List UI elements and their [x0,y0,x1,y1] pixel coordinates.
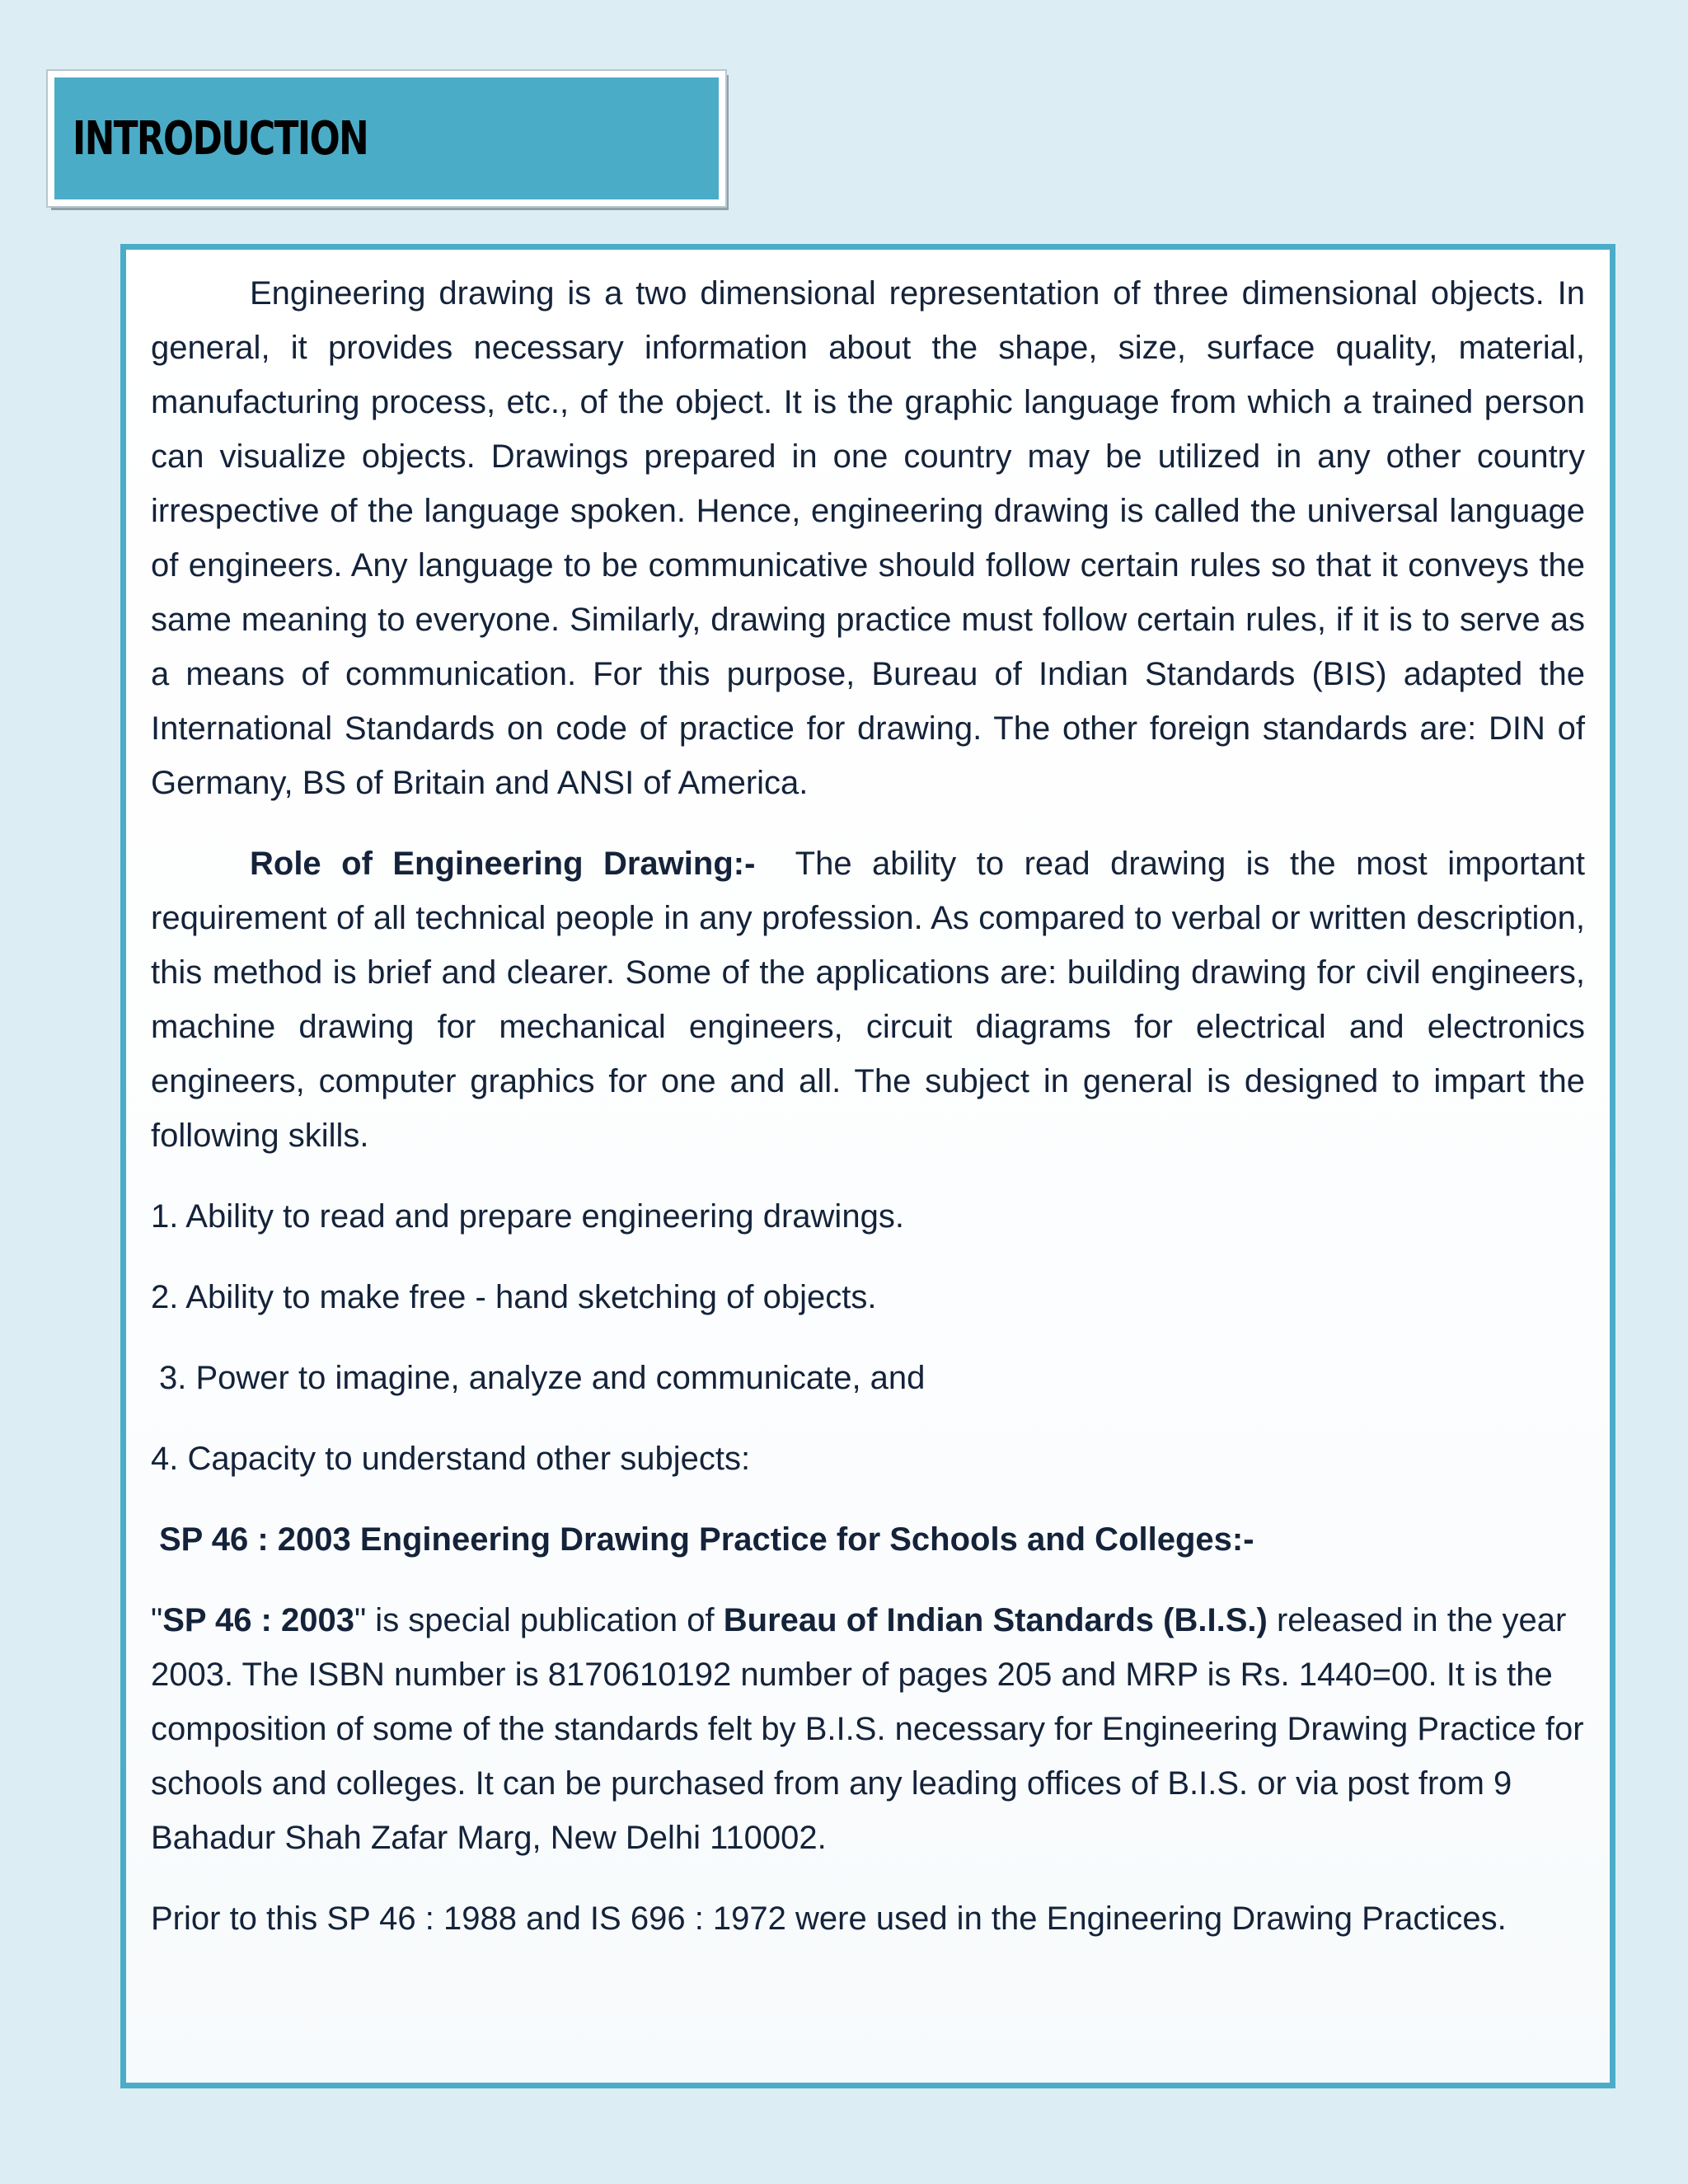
prior-standards-paragraph: Prior to this SP 46 : 1988 and IS 696 : 1972 were used in the Engineering Drawing Practices. [151,1900,1507,1937]
page-title: INTRODUCTION [73,111,368,166]
skill-item: 1. Ability to read and prepare engineering drawings. [151,1198,904,1235]
bis-name: Bureau of Indian Standards (B.I.S.) [723,1602,1268,1638]
skill-item: 4. Capacity to understand other subjects: [151,1441,751,1477]
intro-paragraph: Engineering drawing is a two dimensional representation of three dimensional objects. In general, it provides necessary information about the shape, size, surface quality, material, manufacturing process, etc., of the object. It is the graphic language from which a trained person can visualize objects. Drawings prepared in one country may be utilized in any other country irrespective of the language spoken. Hence, engineering drawing is called the universal language of engineers. Any language to be communicative should follow certain rules so that it conveys the same meaning to everyone. Similarly, drawing practice must follow certain rules, if it is to serve as a means of communication. For this purpose, Bureau of Indian Standards (BIS) adapted the International Standards on code of practice for drawing. The other foreign standards are: DIN of Germany, BS of Britain and ANSI of America. [151,275,1585,801]
section-title-banner [48,71,725,206]
role-paragraph [151,837,1585,1163]
role-heading: Role of Engineering Drawing:- [250,846,756,882]
sp46-code: SP 46 : 2003 [162,1602,354,1638]
role-body: The ability to read drawing is the most important requirement of all technical people in any profession. As compared to verbal or written description, this method is brief and clearer. Some of the applications are: building drawing for civil engineers, machine drawing for mechanical engineers, circuit diagrams for electrical and electronics engineers, computer graphics for one and all. The subject in general is designed to impart the following skills. [151,846,1585,1154]
content-box [120,244,1615,2088]
sp46-paragraph: "SP 46 : 2003" is special publication of Bureau of Indian Standards (B.I.S.) released in the year 2003. The ISBN number is 8170610192 number of pages 205 and MRP is Rs. 1440=00. It is the composition of some of the standards felt by B.I.S. necessary for Engineering Drawing Practice for schools and colleges. It can be purchased from any leading offices of B.I.S. or via post from 9 Bahadur Shah Zafar Marg, New Delhi 110002. [151,1602,1584,1856]
skill-item: 3. Power to imagine, analyze and communicate, and [159,1360,926,1396]
skill-item: 2. Ability to make free - hand sketching of objects. [151,1279,877,1315]
sp46-heading: SP 46 : 2003 Engineering Drawing Practice for Schools and Colleges:- [159,1521,1254,1558]
